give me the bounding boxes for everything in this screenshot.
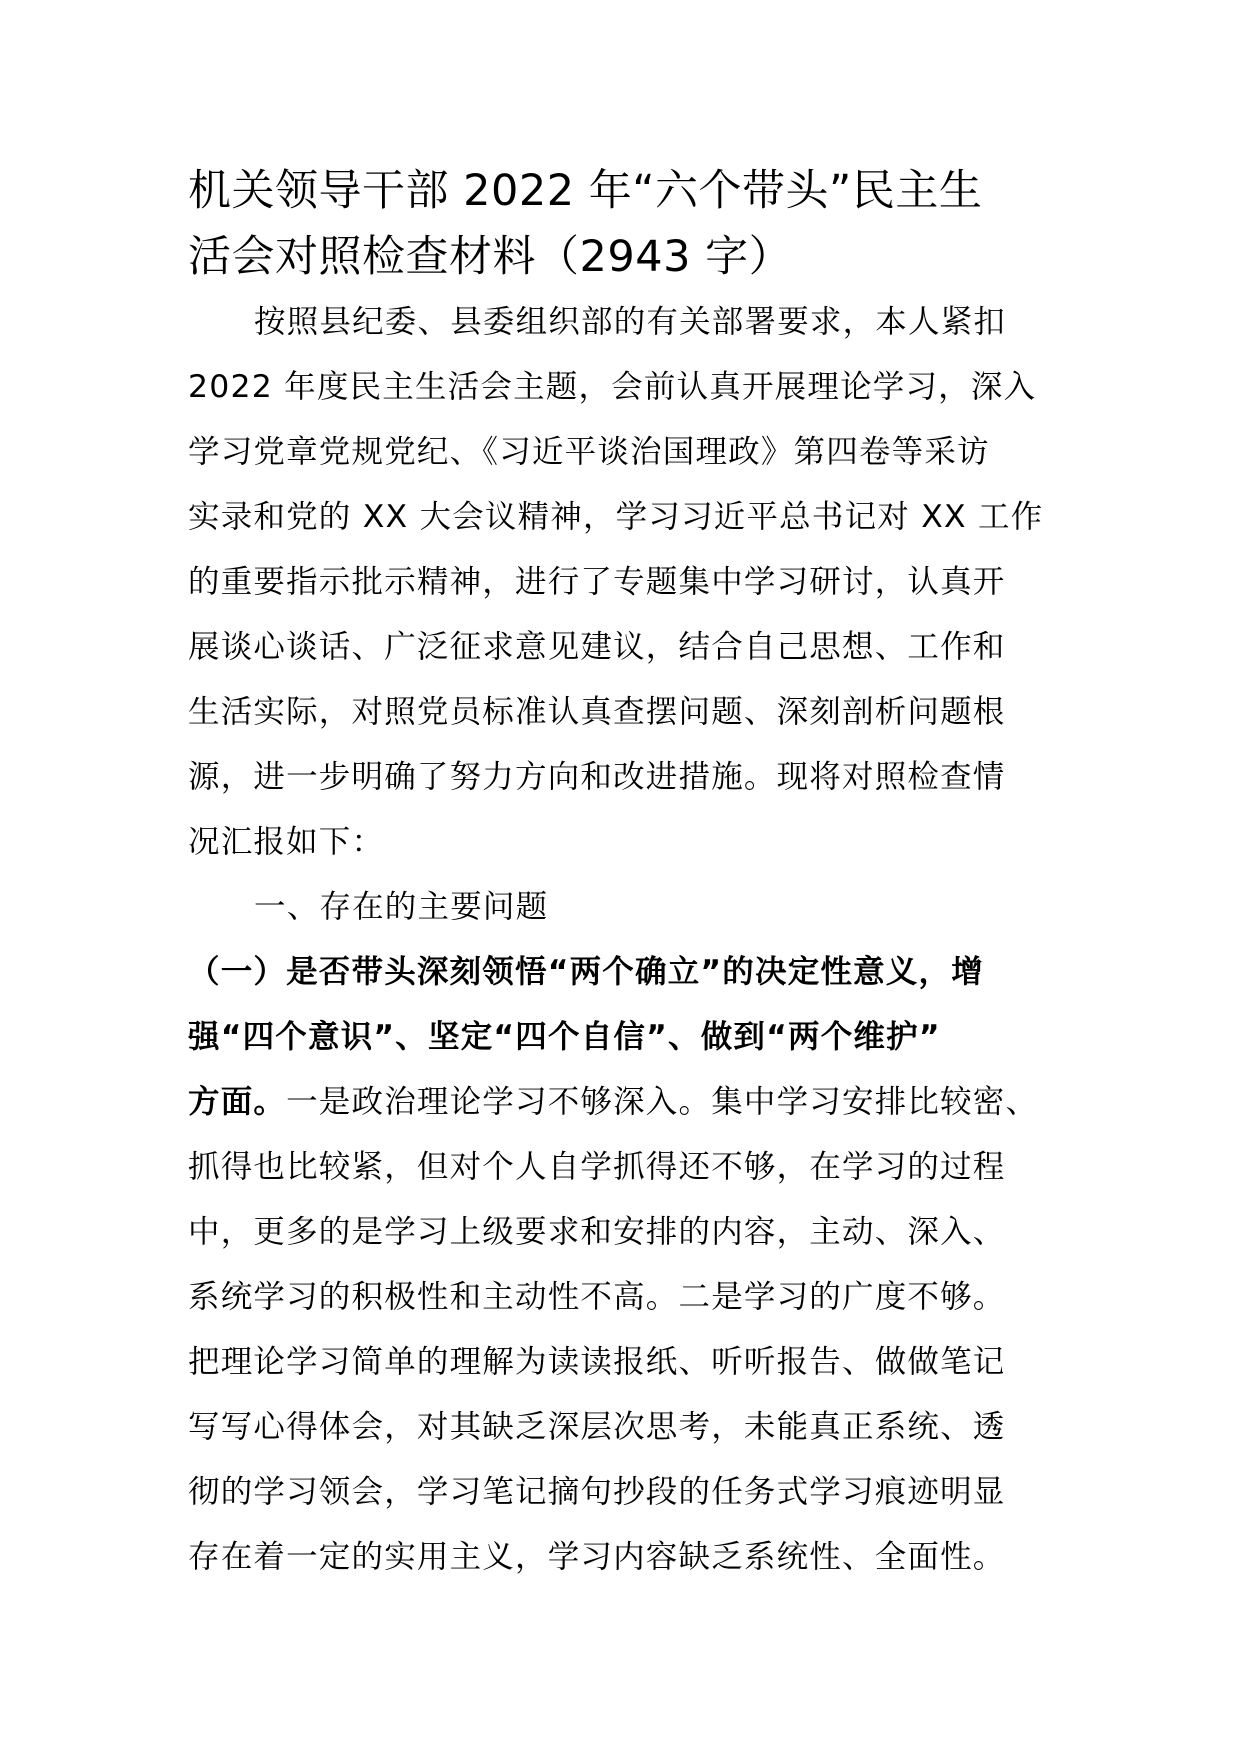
- paragraph-line: 按照县纪委、县委组织部的有关部署要求，本人紧扣: [254, 304, 1007, 340]
- title-line: 机关领导干部 2022 年“六个带头”民主生: [188, 166, 983, 216]
- paragraph-line: 源，进一步明确了努力方向和改进措施。现将对照检查情: [188, 759, 1006, 795]
- paragraph-line: [188, 1070, 1058, 1135]
- paragraph-line: 存在着一定的实用主义，学习内容缺乏系统性、全面性。: [188, 1539, 1006, 1575]
- paragraph-line: 抓得也比较紧，但对个人自学抓得还不够，在学习的过程: [188, 1149, 1006, 1185]
- subsection: [188, 940, 1058, 1590]
- paragraph-line: 的重要指示批示精神，进行了专题集中学习研讨，认真开: [188, 564, 1006, 600]
- paragraph-line: 况汇报如下：: [188, 824, 385, 860]
- intro-paragraph: [188, 290, 1058, 875]
- subsection-heading-line: （一）是否带头深刻领悟“两个确立”的决定性意义，增: [188, 954, 984, 990]
- section-heading: 一、存在的主要问题: [254, 889, 549, 925]
- paragraph-line: 实录和党的 XX 大会议精神，学习习近平总书记对 XX 工作: [188, 499, 1044, 535]
- title-line: 活会对照检查材料（2943 字）: [188, 232, 793, 282]
- paragraph-line: 彻的学习领会，学习笔记摘句抄段的任务式学习痕迹明显: [188, 1474, 1006, 1510]
- paragraph-text: 一是政治理论学习不够深入。集中学习安排比较密、: [286, 1084, 1039, 1120]
- paragraph-line: 学习党章党规党纪、《习近平谈治国理政》第四卷等采访: [188, 434, 990, 470]
- paragraph-line: 2022 年度民主生活会主题，会前认真开展理论学习，深入: [188, 369, 1037, 405]
- paragraph-line: 写写心得体会，对其缺乏深层次思考，未能真正系统、透: [188, 1409, 1006, 1445]
- document-title: [188, 158, 1058, 290]
- paragraph-line: 中，更多的是学习上级要求和安排的内容，主动、深入、: [188, 1214, 1006, 1250]
- subsection-heading-tail: 方面。: [188, 1084, 287, 1120]
- paragraph-line: 系统学习的积极性和主动性不高。二是学习的广度不够。: [188, 1279, 1006, 1315]
- paragraph-line: 把理论学习简单的理解为读读报纸、听听报告、做做笔记: [188, 1344, 1006, 1380]
- document-content: [188, 158, 1058, 1590]
- subsection-heading-line: 强“四个意识”、坚定“四个自信”、做到“两个维护”: [188, 1019, 941, 1055]
- paragraph-line: 生活实际，对照党员标准认真查摆问题、深刻剖析问题根: [188, 694, 1006, 730]
- paragraph-line: 展谈心谈话、广泛征求意见建议，结合自己思想、工作和: [188, 629, 1006, 665]
